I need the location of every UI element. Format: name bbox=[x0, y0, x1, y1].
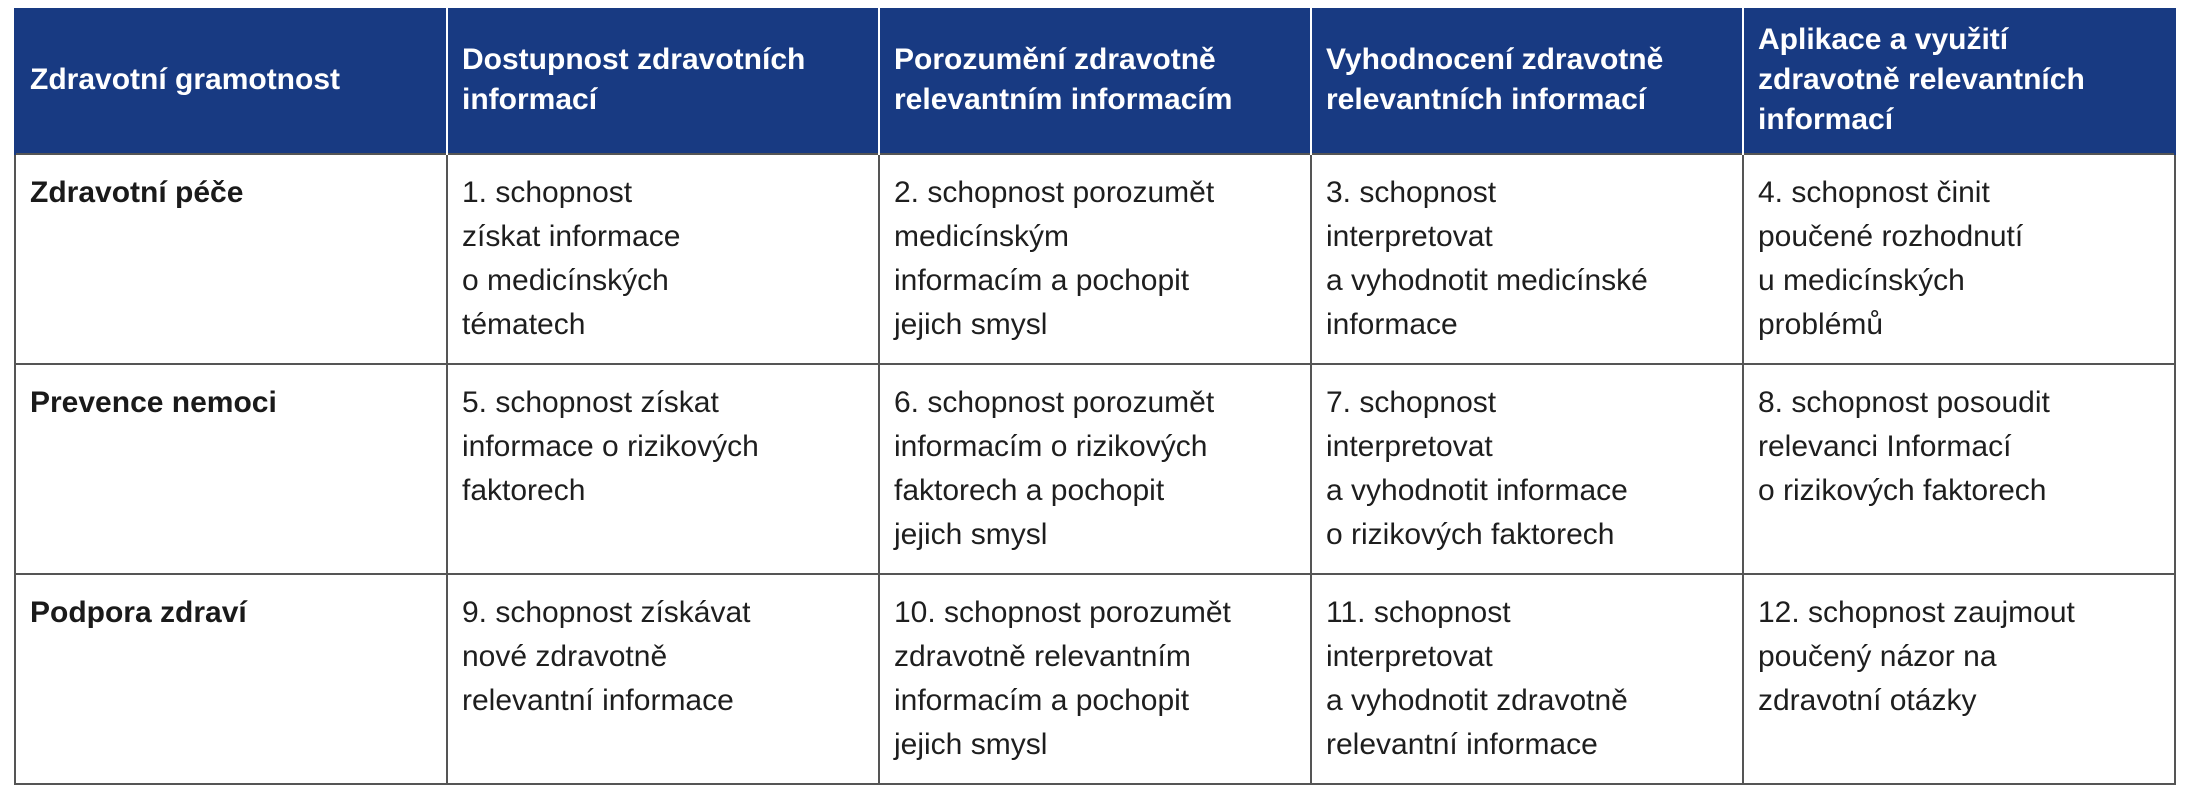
cell-text: 8. schopnost posoudit relevanci Informací o rizikových faktorech bbox=[1758, 386, 2050, 507]
header-cell-appraisal bbox=[1311, 8, 1743, 154]
table-cell bbox=[447, 154, 879, 364]
cell-text: 7. schopnost interpretovat a vyhodnotit informace o rizikových faktorech bbox=[1326, 386, 1628, 551]
header-cell-health-literacy bbox=[15, 8, 447, 154]
row-header-cell bbox=[15, 364, 447, 574]
header-cell-understanding bbox=[879, 8, 1311, 154]
row-header-cell bbox=[15, 574, 447, 784]
table-body bbox=[15, 154, 2175, 784]
table-cell bbox=[1311, 364, 1743, 574]
cell-text: 9. schopnost získávat nové zdravotně relevantní informace bbox=[462, 596, 751, 717]
header-label: Aplikace a využití zdravotně relevantních informací bbox=[1758, 22, 2085, 136]
table-row-disease-prevention bbox=[15, 364, 2175, 574]
row-header-cell bbox=[15, 154, 447, 364]
table-cell bbox=[1743, 154, 2175, 364]
table-cell bbox=[1743, 364, 2175, 574]
row-label: Prevence nemoci bbox=[30, 386, 277, 419]
health-literacy-table bbox=[14, 8, 2176, 785]
cell-text: 11. schopnost interpretovat a vyhodnotit zdravotně relevantní informace bbox=[1326, 596, 1628, 761]
table-cell bbox=[447, 364, 879, 574]
row-label: Zdravotní péče bbox=[30, 176, 244, 209]
cell-text: 5. schopnost získat informace o rizikových faktorech bbox=[462, 386, 759, 507]
table-row-health-care bbox=[15, 154, 2175, 364]
table-cell bbox=[879, 364, 1311, 574]
header-label: Porozumění zdravotně relevantním informacím bbox=[894, 42, 1233, 116]
table-cell bbox=[1743, 574, 2175, 784]
cell-text: 1. schopnost získat informace o medicínských tématech bbox=[462, 176, 681, 341]
header-label: Vyhodnocení zdravotně relevantních informací bbox=[1326, 42, 1664, 116]
table-cell bbox=[447, 574, 879, 784]
table-row-health-promotion bbox=[15, 574, 2175, 784]
header-row bbox=[15, 8, 2175, 154]
table-cell bbox=[879, 154, 1311, 364]
cell-text: 4. schopnost činit poučené rozhodnutí u medicínských problémů bbox=[1758, 176, 2024, 341]
cell-text: 10. schopnost porozumět zdravotně relevantním informacím a pochopit jejich smysl bbox=[894, 596, 1231, 761]
header-cell-access bbox=[447, 8, 879, 154]
header-cell-application bbox=[1743, 8, 2175, 154]
health-literacy-table-container bbox=[14, 8, 2174, 785]
cell-text: 2. schopnost porozumět medicínským informacím a pochopit jejich smysl bbox=[894, 176, 1215, 341]
cell-text: 3. schopnost interpretovat a vyhodnotit medicínské informace bbox=[1326, 176, 1648, 341]
table-cell bbox=[1311, 574, 1743, 784]
cell-text: 12. schopnost zaujmout poučený názor na zdravotní otázky bbox=[1758, 596, 2075, 717]
header-label: Zdravotní gramotnost bbox=[30, 62, 341, 96]
table-cell bbox=[1311, 154, 1743, 364]
table-header bbox=[15, 8, 2175, 154]
header-label: Dostupnost zdravotních informací bbox=[462, 42, 806, 116]
cell-text: 6. schopnost porozumět informacím o rizikových faktorech a pochopit jejich smysl bbox=[894, 386, 1215, 551]
table-cell bbox=[879, 574, 1311, 784]
row-label: Podpora zdraví bbox=[30, 596, 247, 629]
